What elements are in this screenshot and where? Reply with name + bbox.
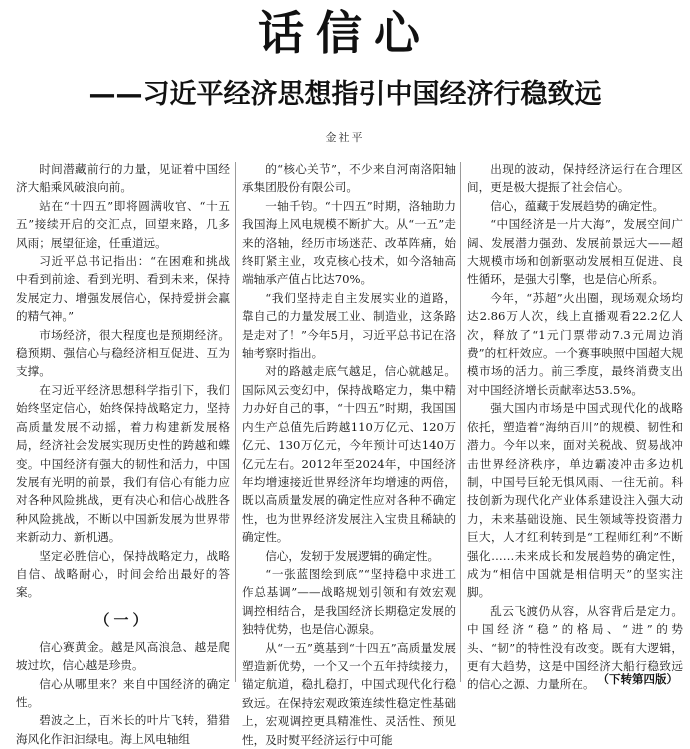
body-paragraph: 强大国内市场是中国式现代化的战略依托，塑造着“海纳百川”的规模、韧性和潜力。今年以来，面对关税战、贸易战冲击世界经济秩序，单边霸凌冲击多边机制，中国号巨轮无惧风雨、一往无前。科技创新为现代化产业体系建设注入强大动力，未来基础设施、民生领域等投资潜力巨大，人才红利转到是“工程师红利”不断强化……未来成长和发展趋势的确定性，成为“相信中国就是相信明天”的坚实注脚。: [467, 401, 683, 600]
text-column-3: [467, 160, 683, 694]
continuation-note: （下转第四版）: [597, 672, 678, 686]
body-paragraph: “中国经济是一片大海”，发展空间广阔、发展潜力强劲、发展前景远大——超大规模市场和创新驱动发展相互促进、良性循环，是强大引擎，也是信心所系。: [467, 217, 683, 287]
body-paragraph: “一张蓝图绘到底”“坚持稳中求进工作总基调”——战略规划引领和有效宏观调控相结合，是我国经济长期稳定发展的独特优势，也是信心源泉。: [242, 566, 456, 637]
body-paragraph: 站在“十四五”即将圆满收官、“十五五”接续开启的交汇点，回望来路，几多风雨；展望征途，任重道远。: [16, 198, 230, 250]
article-subtitle: ——习近平经济思想指引中国经济行稳致远: [88, 79, 602, 110]
article-title: 话信心: [258, 6, 432, 60]
column-divider: [235, 162, 236, 682]
body-paragraph: 的“核心关节”，不少来自河南洛阳轴承集团股份有限公司。: [242, 162, 456, 195]
author-byline: 金社平: [325, 131, 365, 144]
body-paragraph: 对的路越走底气越足，信心就越足。国际风云变幻中，保持战略定力，集中精力办好自己的事，“十四五”时期，我国国内生产总值先后跨越110万亿元、120万亿元、130万亿元，今年预计可达140万亿元左右。2012年至2024年，中国经济年均增速接近世界经济年均增速的两倍，既以高质量发展的确定性应对各种不确定性，也为世界经济发展注入宝贵且稀缺的确定性。: [242, 364, 456, 545]
body-paragraph: 在习近平经济思想科学指引下，我们始终坚定信心，始终保持战略定力，坚持高质量发展不动摇，着力构建新发展格局，经济社会发展实现历史性的跨越和蝶变。中国经济有强大的韧性和活力，中国发展有光明的前景，我们有信心有能力应对各种风险挑战，更有决心和信心战胜各种风险挑战，不断以中国新发展为世界带来新动力、新机遇。: [16, 382, 230, 545]
text-column-1: [16, 160, 230, 748]
body-paragraph: 习近平总书记指出：“在困难和挑战中看到前途、看到光明、看到未来，保持发展定力、增强发展信心，保持爱拼会赢的精气神。”: [16, 254, 230, 324]
body-paragraph: 今年，“苏超”火出圈，现场观众场均达2.86万人次，线上直播观看22.2亿人次，释放了“1元门票带动7.3元周边消费”的杠杆效应。一个赛事映照中国超大规模市场的活力。前三季度，最终消费支出对中国经济增长贡献率达53.5%。: [467, 290, 683, 397]
body-paragraph: 一轴千钧。“十四五”时期，洛轴助力我国海上风电规模不断扩大。从“一五”走来的洛轴，经历市场迷茫、改革阵痛，始终盯紧主业，攻克核心技术，如今洛轴高端轴承产值占比达70%。: [242, 198, 456, 287]
text-column-2: [242, 160, 456, 749]
body-paragraph: 信心赛黄金。越是风高浪急、越是爬坡过坎，信心越是珍贵。: [16, 639, 230, 673]
body-paragraph: 乱云飞渡仍从容，从容背后是定力。中国经济“稳”的格局、“进”的势头、“韧”的特性没有改变。既有大逻辑，更有大趋势，这是中国经济大船行稳致远的信心之源、力量所在。: [467, 603, 683, 692]
body-paragraph: 坚定必胜信心，保持战略定力，战略自信、战略耐心，时间会给出最好的答案。: [16, 548, 230, 600]
body-paragraph: 信心，蕴藏于发展趋势的确定性。: [490, 198, 665, 213]
body-paragraph: 信心，发轫于发展逻辑的确定性。: [265, 548, 440, 563]
body-paragraph: 碧波之上，百米长的叶片飞转，猎猎海风化作汩汩绿电。海上风电轴组: [16, 713, 230, 746]
body-paragraph: 市场经济，很大程度也是预期经济。稳预期、强信心与稳经济相互促进、互为支撑。: [16, 327, 230, 379]
body-paragraph: 时间潜藏前行的力量，见证着中国经济大船乘风破浪向前。: [16, 162, 230, 195]
section-number: （一）: [94, 610, 152, 629]
body-paragraph: 信心从哪里来？来自中国经济的确定性。: [16, 676, 230, 709]
body-paragraph: 从“一五”奠基到“十四五”高质量发展塑造新优势，一个又一个五年持续接力，锚定航道，稳扎稳打，中国式现代化行稳致远。在保持宏观政策连续性稳定性基础上，宏观调控更具精准性、灵活性、预见性，及时熨平经济运行中可能: [242, 640, 456, 747]
column-divider: [460, 162, 461, 682]
body-paragraph: “我们坚持走自主发展实业的道路，靠自己的力量发展工业、制造业，这条路是走对了！”今年5月，习近平总书记在洛轴考察时指出。: [242, 290, 456, 361]
body-paragraph: 出现的波动，保持经济运行在合理区间，更是极大提振了社会信心。: [467, 162, 683, 195]
